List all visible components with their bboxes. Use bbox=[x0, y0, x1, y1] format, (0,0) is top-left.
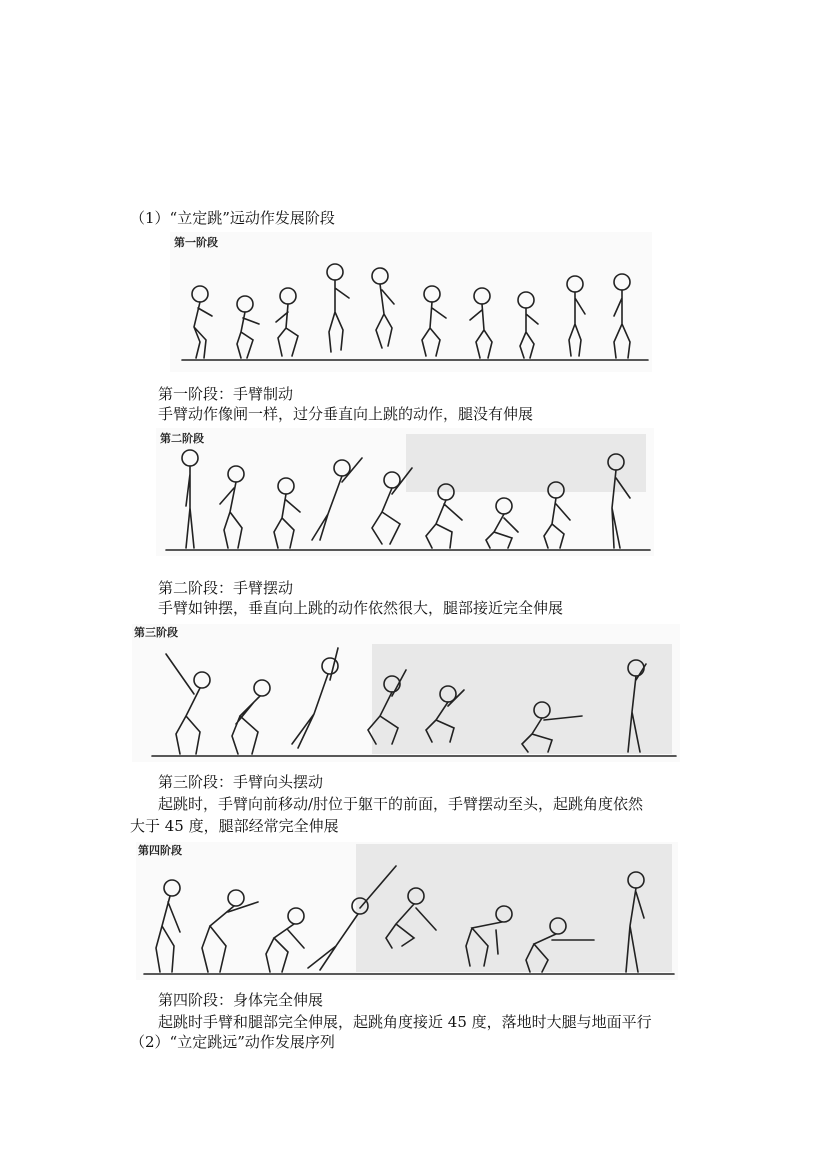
faint-background-text-block bbox=[406, 434, 646, 492]
section-2-heading: （2）“立定跳远”动作发展序列 bbox=[130, 1033, 335, 1051]
stage-3-figure-title: 第三阶段 bbox=[134, 626, 178, 639]
stage-4-description: 起跳时手臂和腿部完全伸展，起跳角度接近 45 度，落地时大腿与地面平行 bbox=[158, 1013, 652, 1031]
stage-4-figure bbox=[136, 842, 678, 980]
stage-1-illustration bbox=[170, 232, 652, 372]
stage-2-caption: 第二阶段：手臂摆动 bbox=[158, 579, 294, 597]
stage-3-caption: 第三阶段：手臂向头摆动 bbox=[158, 773, 324, 791]
stage-2-description: 手臂如钟摆，垂直向上跳的动作依然很大，腿部接近完全伸展 bbox=[158, 599, 564, 617]
section-heading: （1）“立定跳”远动作发展阶段 bbox=[130, 209, 335, 227]
stage-3-figure bbox=[132, 624, 680, 762]
stage-3-description-line-2: 大于 45 度，腿部经常完全伸展 bbox=[130, 817, 339, 835]
stage-1-description: 手臂动作像闸一样，过分垂直向上跳的动作，腿没有伸展 bbox=[158, 405, 534, 423]
stage-2-figure bbox=[156, 428, 654, 556]
stage-4-illustration bbox=[136, 842, 678, 980]
stage-2-illustration bbox=[156, 428, 654, 556]
stage-3-illustration bbox=[132, 624, 680, 762]
stage-1-caption: 第一阶段：手臂制动 bbox=[158, 385, 294, 403]
stage-1-figure bbox=[170, 232, 652, 372]
stage-1-figure-title: 第一阶段 bbox=[174, 236, 218, 249]
stage-3-description-line-1: 起跳时，手臂向前移动/肘位于躯干的前面，手臂摆动至头，起跳角度依然 bbox=[158, 795, 644, 813]
stage-2-figure-title: 第二阶段 bbox=[160, 432, 204, 445]
jumper-figures bbox=[192, 264, 630, 358]
stage-4-figure-title: 第四阶段 bbox=[138, 844, 182, 857]
stage-4-caption: 第四阶段：身体完全伸展 bbox=[158, 991, 324, 1009]
faint-background-text-block bbox=[356, 844, 672, 972]
faint-background-text-block bbox=[372, 644, 672, 754]
